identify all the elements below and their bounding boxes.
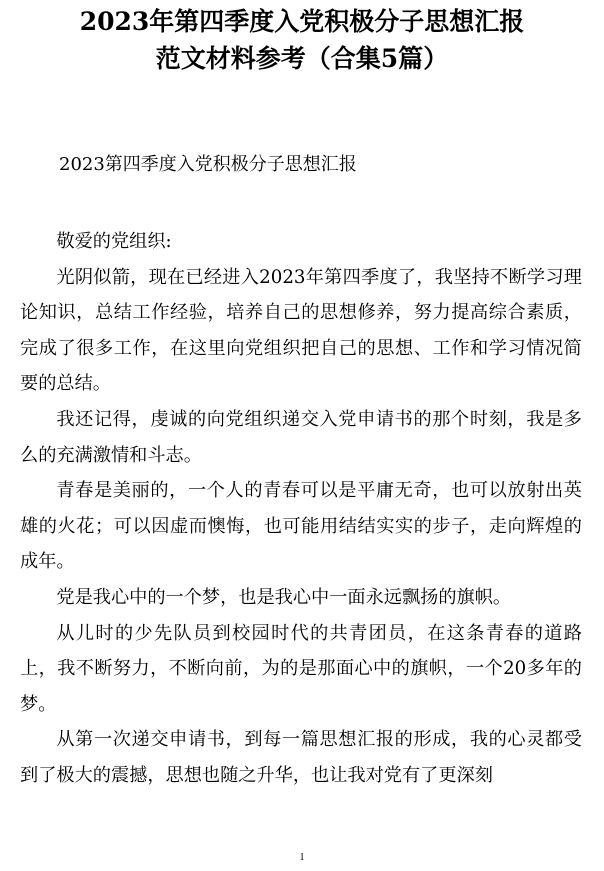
body-paragraph: 从儿时的少先队员到校园时代的共青团员，在这条青春的道路上，我不断努力，不断向前，为的是那面心中的旗帜，一个20多年的梦。 [20,622,582,715]
body-paragraph: 从第一次递交申请书，到每一篇思想汇报的形成，我的心灵都受到了极大的震撼，思想也随之升华，也让我对党有了更深刻 [20,729,582,786]
document-subtitle: 2023第四季度入党积极分子思想汇报 [59,154,357,175]
document-title-line-1: 2023年第四季度入党积极分子思想汇报 [79,7,525,36]
body-paragraph: 我还记得，虔诚的向党组织递交入党申请书的那个时刻，我是多么的充满激情和斗志。 [20,408,582,466]
document-title-line-2: 范文材料参考（合集5篇） [155,44,449,73]
body-paragraph: 光阴似箭，现在已经进入2023年第四季度了，我坚持不断学习理论知识，总结工作经验，培养自己的思想修养，努力提高综合素质，完成了很多工作，在这里向党组织把自己的思想、工作和学习情况简要的总结。 [20,266,582,395]
salutation: 敬爱的党组织: [56,231,172,252]
body-paragraph: 党是我心中的一个梦，也是我心中一面永远飘扬的旗帜。 [56,586,512,608]
document-body [20,224,582,794]
page-number: 1 [299,852,305,863]
body-paragraph: 青春是美丽的，一个人的青春可以是平庸无奇，也可以放射出英雄的火花；可以因虚而懊悔，也可能用结结实实的步子，走向辉煌的成年。 [20,480,582,573]
